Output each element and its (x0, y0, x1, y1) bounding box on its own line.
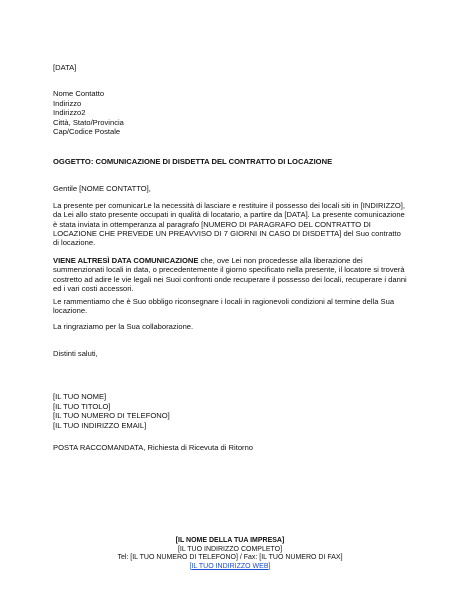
recipient-name: Nome Contatto (53, 89, 105, 98)
body-paragraph-4: La ringraziamo per la Sua collaborazione. (53, 322, 194, 331)
body-line: di locazione. (53, 238, 96, 248)
subject-line: OGGETTO: COMUNICAZIONE DI DISDETTA DEL CONTRATTO DI LOCAZIONE (53, 157, 333, 166)
signature-title: [IL TUO TITOLO] (53, 401, 111, 411)
greeting: Gentile [NOME CONTATTO], (53, 184, 151, 193)
website-link[interactable]: [IL TUO INDIRIZZO WEB] (189, 562, 271, 570)
footer-contact: Tel: [IL TUO NUMERO DI TELEFONO] / Fax: [IL TUO NUMERO DI FAX] (117, 554, 343, 561)
footer-website (0, 563, 460, 571)
body-paragraph-1 (53, 201, 413, 247)
body-line: locazione. (53, 306, 88, 316)
footer-company: [IL NOME DELLA TUA IMPRESA] (175, 537, 285, 544)
body-line: ed i vari costi accessori. (53, 283, 134, 293)
body-paragraph-3 (53, 297, 413, 316)
recipient-address-1: Indirizzo (53, 98, 82, 108)
body-line: La presente per comunicarLe la necessità di lasciare e restituire il possesso dei locali siti in [INDIRIZZO], (53, 201, 405, 210)
body-line: costretto ad adire le vie legali nei Suoi confronti onde recuperare il possesso dei locali, recuperare i danni (53, 274, 407, 284)
signature-email: [IL TUO INDIRIZZO EMAIL] (53, 420, 147, 430)
notice-emphasis: VIENE ALTRESÌ DATA COMUNICAZIONE (53, 256, 199, 265)
body-line: è stata inviata in ottemperanza al paragrafo [NUMERO DI PARAGRAFO DEL CONTRATTO DI (53, 219, 371, 229)
signature-name: [IL TUO NOME] (53, 392, 107, 401)
body-line: LOCAZIONE CHE PREVEDE UN PREAVVISO DI 7 GIORNI IN CASO DI DISDETTA] del Suo contratto (53, 228, 401, 238)
footer-address: [IL TUO INDIRIZZO COMPLETO] (177, 545, 283, 553)
body-text: che, ove Lei non procedesse alla liberazione dei (198, 256, 363, 265)
body-line: summenzionati locali in data, o precedentemente il giorno specificato nella presente, il locatore si troverà (53, 265, 405, 275)
body-paragraph-2 (53, 256, 413, 293)
body-line: Le rammentiamo che è Suo obbligo riconsegnare i locali in ragionevoli condizioni al termine della Sua (53, 297, 395, 306)
closing: Distinti saluti, (53, 349, 98, 358)
recipient-address-2: Indirizzo2 (53, 108, 86, 117)
letter-date: [DATA] (53, 63, 77, 72)
body-line: da Lei allo stato presente occupati in qualità di locatario, a partire da [DATA]. La presente comunicazione (53, 210, 405, 220)
signature-phone: [IL TUO NUMERO DI TELEFONO] (53, 411, 170, 420)
recipient-city: Città, Stato/Provincia (53, 117, 124, 127)
delivery-method: POSTA RACCOMANDATA, Richiesta di Ricevuta di Ritorno (53, 443, 254, 452)
recipient-postal: Cap/Codice Postale (53, 127, 121, 136)
